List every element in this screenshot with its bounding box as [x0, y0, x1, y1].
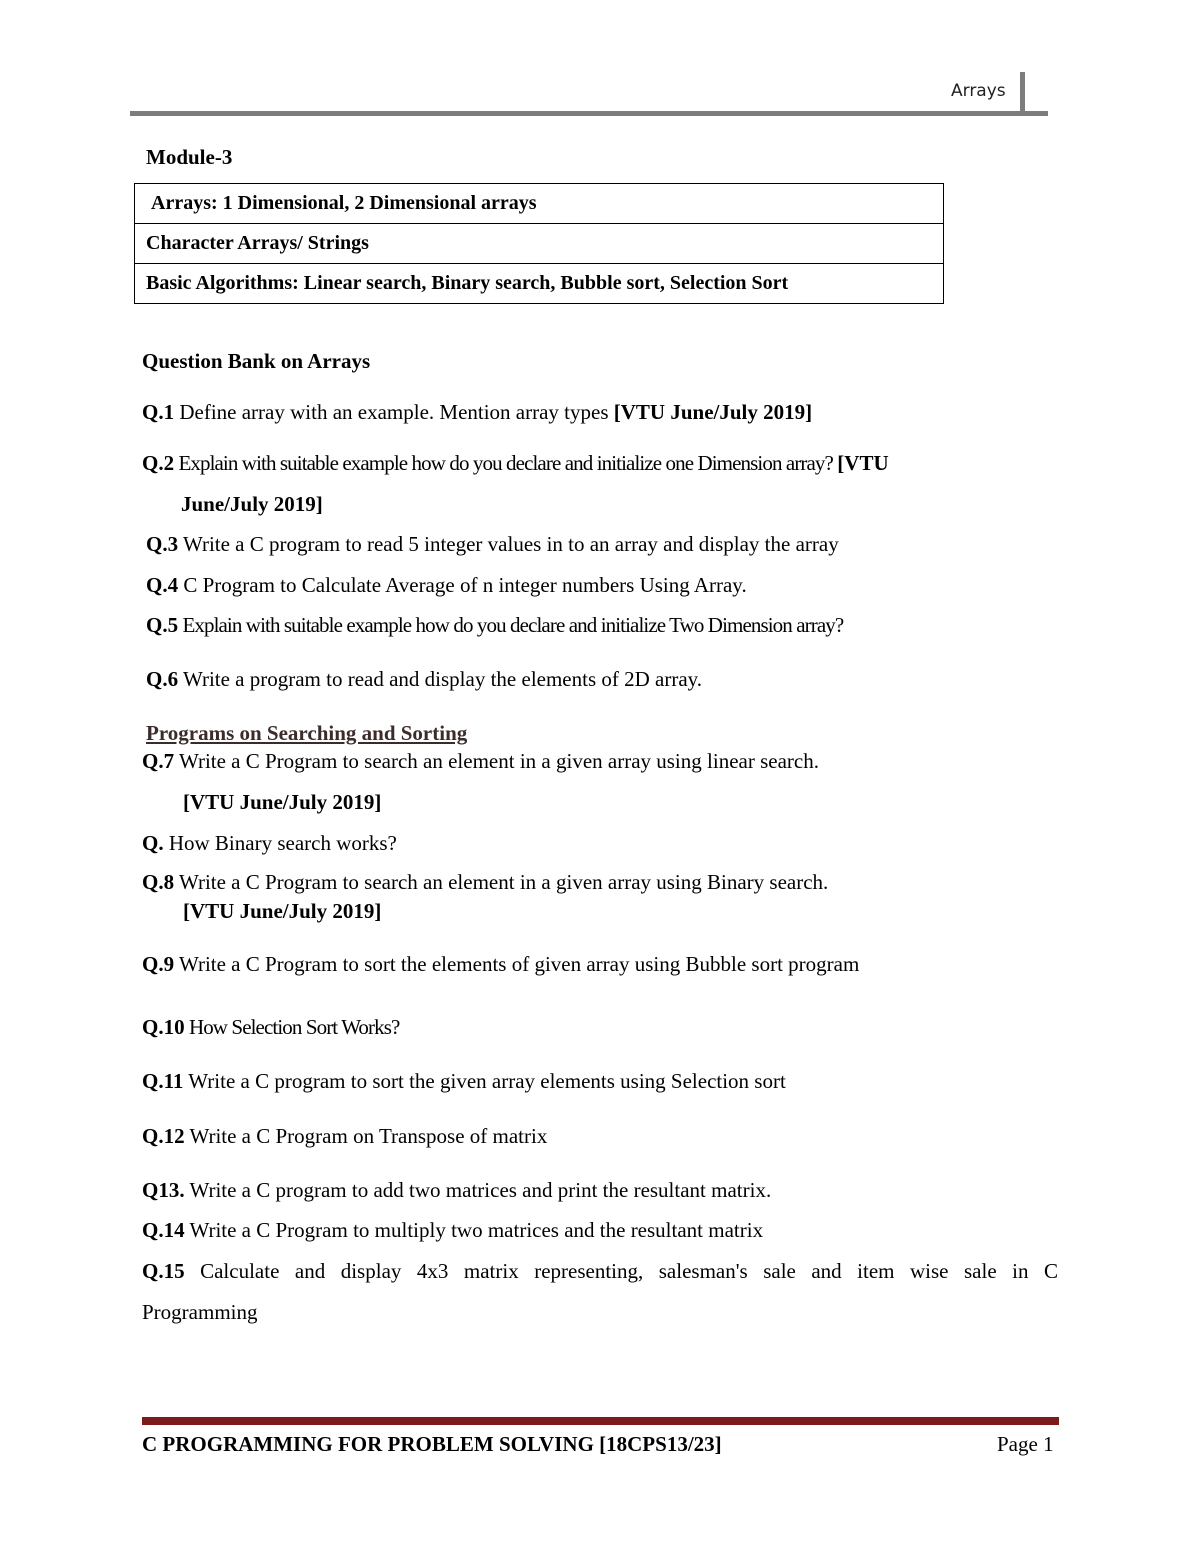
question-number: Q.15: [142, 1259, 185, 1283]
footer-rule: [142, 1417, 1059, 1425]
question-ref: [VTU June/July 2019]: [613, 400, 813, 424]
question-text: Write a C Program to multiply two matrices and the resultant matrix: [184, 1218, 764, 1242]
section-heading: Programs on Searching and Sorting: [146, 721, 468, 745]
question-7: [142, 749, 819, 774]
running-header: Arrays: [951, 81, 1006, 101]
question-text: How Selection Sort Works?: [184, 1015, 400, 1039]
question-15: [142, 1259, 1058, 1284]
topic-row: [135, 264, 944, 304]
question-13: [142, 1178, 771, 1203]
question-text: Write a C program to read 5 integer values in to an array and display the array: [178, 532, 839, 556]
question-number: Q.7: [142, 749, 175, 773]
topics-table: [134, 183, 944, 304]
question-8: [142, 870, 828, 895]
question-7-ref: [VTU June/July 2019]: [183, 790, 382, 814]
question-number: Q.1: [142, 400, 175, 424]
question-12: [142, 1124, 547, 1149]
question-text: How Binary search works?: [163, 831, 397, 855]
question-6: [146, 667, 702, 692]
question-text: Write a C Program on Transpose of matrix: [184, 1124, 548, 1148]
question-15-continued: Programming: [142, 1300, 258, 1324]
question-ref: [VTU: [837, 451, 889, 475]
question-number: Q.11: [142, 1069, 184, 1093]
topic-cell: Arrays: 1 Dimensional, 2 Dimensional arrays: [135, 184, 944, 224]
question-text: Write a C Program to search an element in a given array using linear search.: [174, 749, 819, 773]
question-1: [142, 400, 812, 425]
question-5: [146, 613, 843, 638]
question-text: Define array with an example. Mention array types: [174, 400, 614, 424]
header-vertical-bar: [1020, 72, 1025, 115]
topic-row: [135, 224, 944, 264]
question-2-ref-continued: June/July 2019]: [181, 492, 323, 516]
question-9: [142, 952, 859, 977]
question-number: Q.6: [146, 667, 179, 691]
question-number: Q.8: [142, 870, 175, 894]
question-bank-title: Question Bank on Arrays: [142, 349, 371, 373]
topic-cell: Basic Algorithms: Linear search, Binary search, Bubble sort, Selection Sort: [135, 264, 944, 304]
topic-row: [135, 184, 944, 224]
question-text: Write a program to read and display the elements of 2D array.: [178, 667, 703, 691]
question-number: Q.14: [142, 1218, 185, 1242]
footer-page-number: Page 1: [997, 1432, 1054, 1456]
question-number: Q.9: [142, 952, 175, 976]
question-3: [146, 532, 839, 557]
question-14: [142, 1218, 763, 1243]
question-text: Calculate and display 4x3 matrix representing, salesman's sale and item wise sale in C: [184, 1259, 1058, 1283]
footer-course-title: C PROGRAMMING FOR PROBLEM SOLVING [18CPS13/23]: [142, 1432, 722, 1456]
question-number: Q.5: [146, 613, 179, 637]
question-number: Q.2: [142, 451, 175, 475]
question-2: [142, 451, 889, 476]
module-title: Module-3: [146, 145, 233, 169]
question-4: [146, 573, 747, 598]
question-text: Explain with suitable example how do you declare and initialize one Dimension array?: [174, 451, 838, 475]
question-text: Write a C Program to search an element in a given array using Binary search.: [174, 870, 829, 894]
question-text: Write a C program to sort the given array elements using Selection sort: [183, 1069, 786, 1093]
question-binary: [142, 831, 397, 856]
question-11: [142, 1069, 786, 1094]
question-text: Explain with suitable example how do you declare and initialize Two Dimension array?: [178, 613, 844, 637]
topic-cell: Character Arrays/ Strings: [135, 224, 944, 264]
question-text: C Program to Calculate Average of n integer numbers Using Array.: [178, 573, 747, 597]
question-8-ref: [VTU June/July 2019]: [183, 899, 382, 923]
question-number: Q13.: [142, 1178, 185, 1202]
question-number: Q.: [142, 831, 164, 855]
question-number: Q.12: [142, 1124, 185, 1148]
question-number: Q.10: [142, 1015, 185, 1039]
header-rule: [130, 111, 1048, 116]
question-text: Write a C program to add two matrices and print the resultant matrix.: [184, 1178, 772, 1202]
question-text: Write a C Program to sort the elements of given array using Bubble sort program: [174, 952, 860, 976]
question-10: [142, 1015, 399, 1040]
question-number: Q.3: [146, 532, 179, 556]
question-number: Q.4: [146, 573, 179, 597]
